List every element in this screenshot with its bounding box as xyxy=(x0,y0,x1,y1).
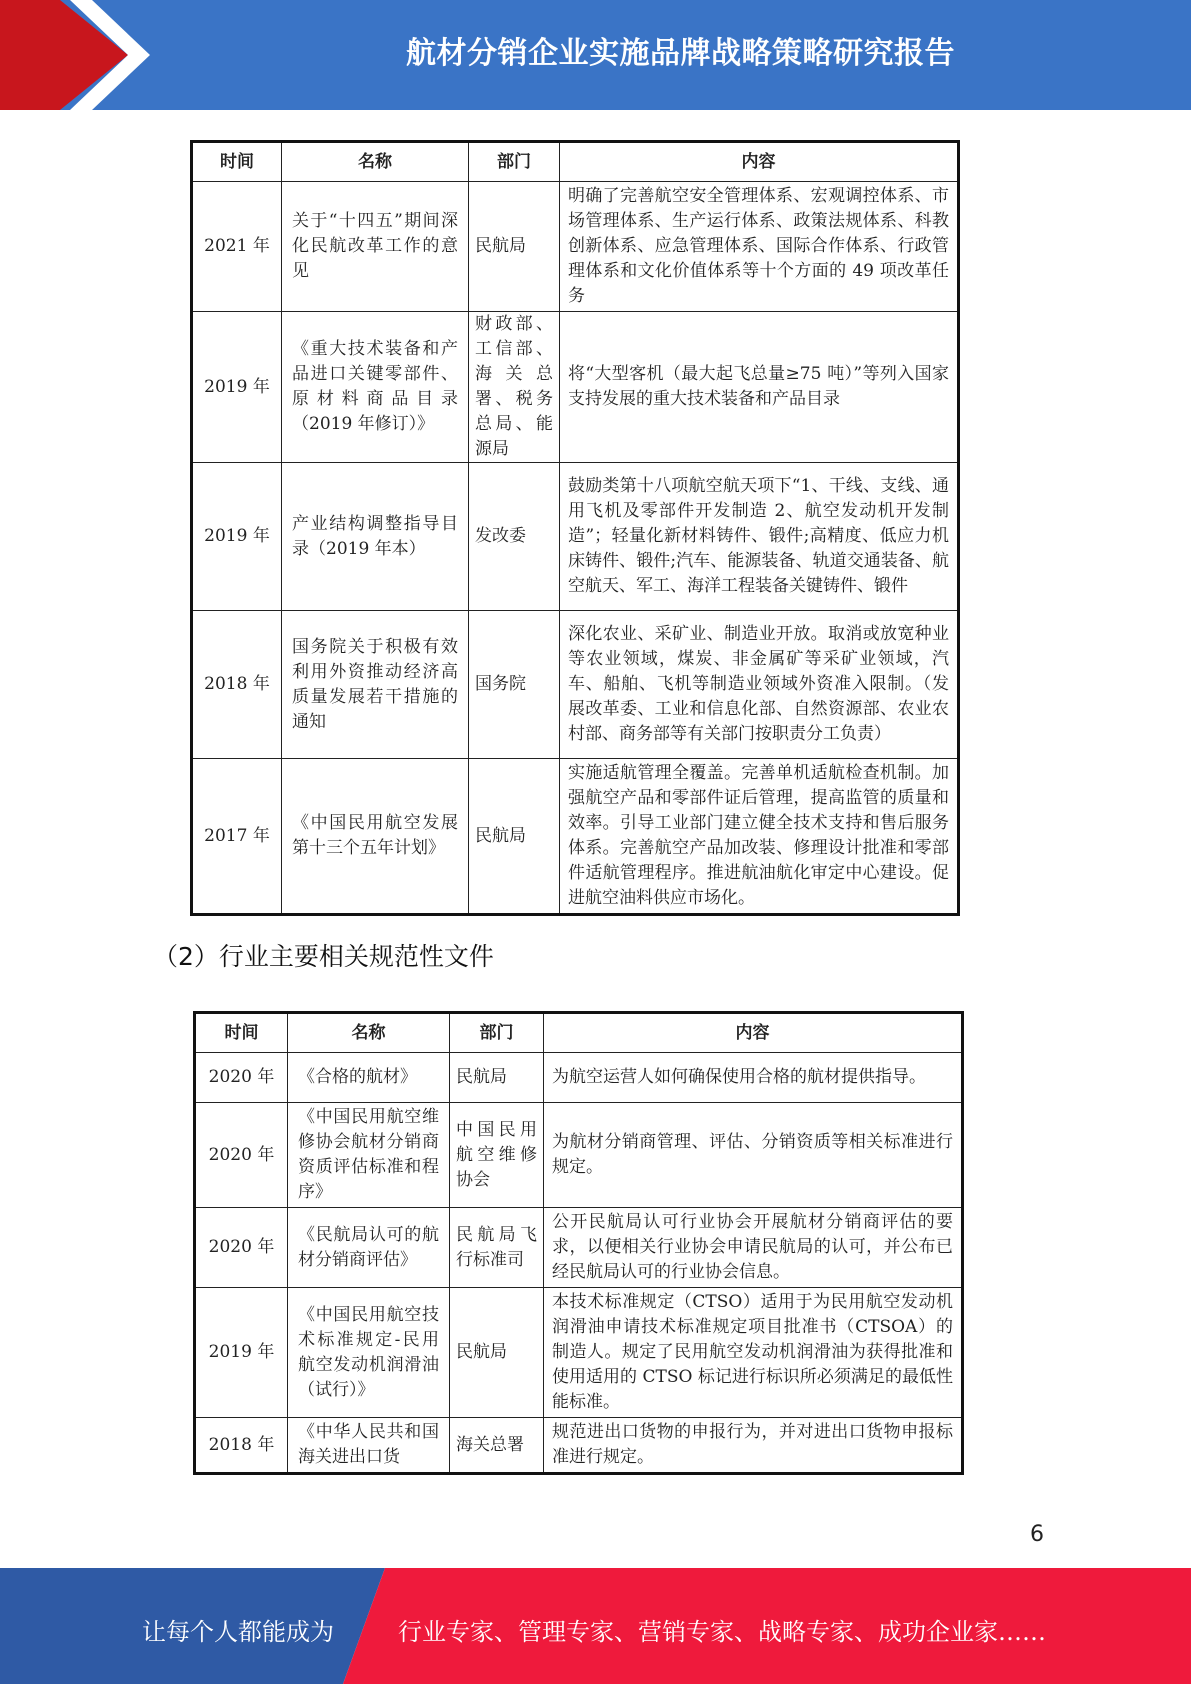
header-content: 内容 xyxy=(560,142,959,182)
cell-content: 为航材分销商管理、评估、分销资质等相关标准进行规定。 xyxy=(544,1103,963,1208)
cell-dept: 民航局 xyxy=(450,1288,544,1418)
page-number: 6 xyxy=(1030,1522,1044,1547)
table-row xyxy=(195,1103,963,1208)
cell-name: 《重大技术装备和产品进口关键零部件、原材料商品目录（2019 年修订）》 xyxy=(282,312,469,463)
footer-slogan-right: 行业专家、管理专家、营销专家、战略专家、成功企业家…… xyxy=(398,1618,1046,1646)
page-footer xyxy=(0,1568,1191,1684)
cell-name: 《民航局认可的航材分销商评估》 xyxy=(288,1208,450,1288)
cell-dept: 民航局飞行标准司 xyxy=(450,1208,544,1288)
cell-name: 关于“十四五”期间深化民航改革工作的意见 xyxy=(282,182,469,312)
cell-content: 公开民航局认可行业协会开展航材分销商评估的要求，以便相关行业协会申请民航局的认可，并公布已经民航局认可的行业协会信息。 xyxy=(544,1208,963,1288)
cell-time: 2020 年 xyxy=(195,1053,288,1103)
cell-time: 2020 年 xyxy=(195,1103,288,1208)
header-dept: 部门 xyxy=(469,142,560,182)
cell-name: 《合格的航材》 xyxy=(288,1053,450,1103)
cell-name: 国务院关于积极有效利用外资推动经济高质量发展若干措施的通知 xyxy=(282,611,469,759)
header-name: 名称 xyxy=(282,142,469,182)
cell-content: 规范进出口货物的申报行为，并对进出口货物申报标准进行规定。 xyxy=(544,1418,963,1474)
header-content: 内容 xyxy=(544,1013,963,1053)
regulation-table xyxy=(193,1011,964,1475)
cell-name: 产业结构调整指导目录（2019 年本） xyxy=(282,463,469,611)
cell-time: 2018 年 xyxy=(192,611,282,759)
header-time: 时间 xyxy=(192,142,282,182)
cell-content: 本技术标准规定（CTSO）适用于为民用航空发动机润滑油申请技术标准规定项目批准书（CTSOA）的制造人。规定了民用航空发动机润滑油为获得批准和使用适用的 CTSO 标记进行标识所必须满足的最低性能标准。 xyxy=(544,1288,963,1418)
cell-content: 为航空运营人如何确保使用合格的航材提供指导。 xyxy=(544,1053,963,1103)
header-arrow-decoration xyxy=(0,0,200,110)
table-row xyxy=(192,312,959,463)
header-dept: 部门 xyxy=(450,1013,544,1053)
table-row xyxy=(192,182,959,312)
policy-table xyxy=(190,140,960,916)
cell-dept: 民航局 xyxy=(469,182,560,312)
header-time: 时间 xyxy=(195,1013,288,1053)
table-header-row xyxy=(192,142,959,182)
table-row xyxy=(195,1053,963,1103)
cell-dept: 民航局 xyxy=(450,1053,544,1103)
cell-content: 深化农业、采矿业、制造业开放。取消或放宽种业等农业领域，煤炭、非金属矿等采矿业领域，汽车、船舶、飞机等制造业领域外资准入限制。（发展改革委、工业和信息化部、自然资源部、农业农村部、商务部等有关部门按职责分工负责） xyxy=(560,611,959,759)
cell-content: 将“大型客机（最大起飞总量≥75 吨）”等列入国家支持发展的重大技术装备和产品目录 xyxy=(560,312,959,463)
cell-dept: 中国民用航空维修协会 xyxy=(450,1103,544,1208)
table-row xyxy=(195,1288,963,1418)
cell-time: 2017 年 xyxy=(192,759,282,915)
cell-dept: 民航局 xyxy=(469,759,560,915)
cell-dept: 财政部、工信部、海关总署、税务总局、能源局 xyxy=(469,312,560,463)
header-name: 名称 xyxy=(288,1013,450,1053)
cell-content: 实施适航管理全覆盖。完善单机适航检查机制。加强航空产品和零部件证后管理，提高监管的质量和效率。引导工业部门建立健全技术支持和售后服务体系。完善航空产品加改装、修理设计批准和零部件适航管理程序。推进航油航化审定中心建设。促进航空油料供应市场化。 xyxy=(560,759,959,915)
cell-name: 《中国民用航空维修协会航材分销商资质评估标准和程序》 xyxy=(288,1103,450,1208)
cell-name: 《中华人民共和国海关进出口货 xyxy=(288,1418,450,1474)
table-row xyxy=(192,463,959,611)
cell-time: 2018 年 xyxy=(195,1418,288,1474)
cell-content: 鼓励类第十八项航空航天项下“1、干线、支线、通用飞机及零部件开发制造 2、航空发动机开发制造”；轻量化新材料铸件、锻件;高精度、低应力机床铸件、锻件;汽车、能源装备、轨道交通装备、航空航天、军工、海洋工程装备关键铸件、锻件 xyxy=(560,463,959,611)
table-row xyxy=(192,759,959,915)
cell-time: 2019 年 xyxy=(195,1288,288,1418)
cell-dept: 发改委 xyxy=(469,463,560,611)
table-row xyxy=(195,1418,963,1474)
section-heading: （2）行业主要相关规范性文件 xyxy=(153,942,494,971)
cell-name: 《中国民用航空发展第十三个五年计划》 xyxy=(282,759,469,915)
cell-time: 2019 年 xyxy=(192,312,282,463)
table-header-row xyxy=(195,1013,963,1053)
table-row xyxy=(195,1208,963,1288)
cell-dept: 国务院 xyxy=(469,611,560,759)
cell-content: 明确了完善航空安全管理体系、宏观调控体系、市场管理体系、生产运行体系、政策法规体系、科教创新体系、应急管理体系、国际合作体系、行政管理体系和文化价值体系等十个方面的 49 项改革任务 xyxy=(560,182,959,312)
cell-time: 2020 年 xyxy=(195,1208,288,1288)
cell-time: 2019 年 xyxy=(192,463,282,611)
cell-time: 2021 年 xyxy=(192,182,282,312)
cell-name: 《中国民用航空技术标准规定-民用航空发动机润滑油（试行）》 xyxy=(288,1288,450,1418)
cell-dept: 海关总署 xyxy=(450,1418,544,1474)
table-row xyxy=(192,611,959,759)
footer-slogan-left: 让每个人都能成为 xyxy=(142,1618,334,1646)
page-title: 航材分销企业实施品牌战略策略研究报告 xyxy=(406,36,955,71)
page-header xyxy=(0,0,1191,110)
